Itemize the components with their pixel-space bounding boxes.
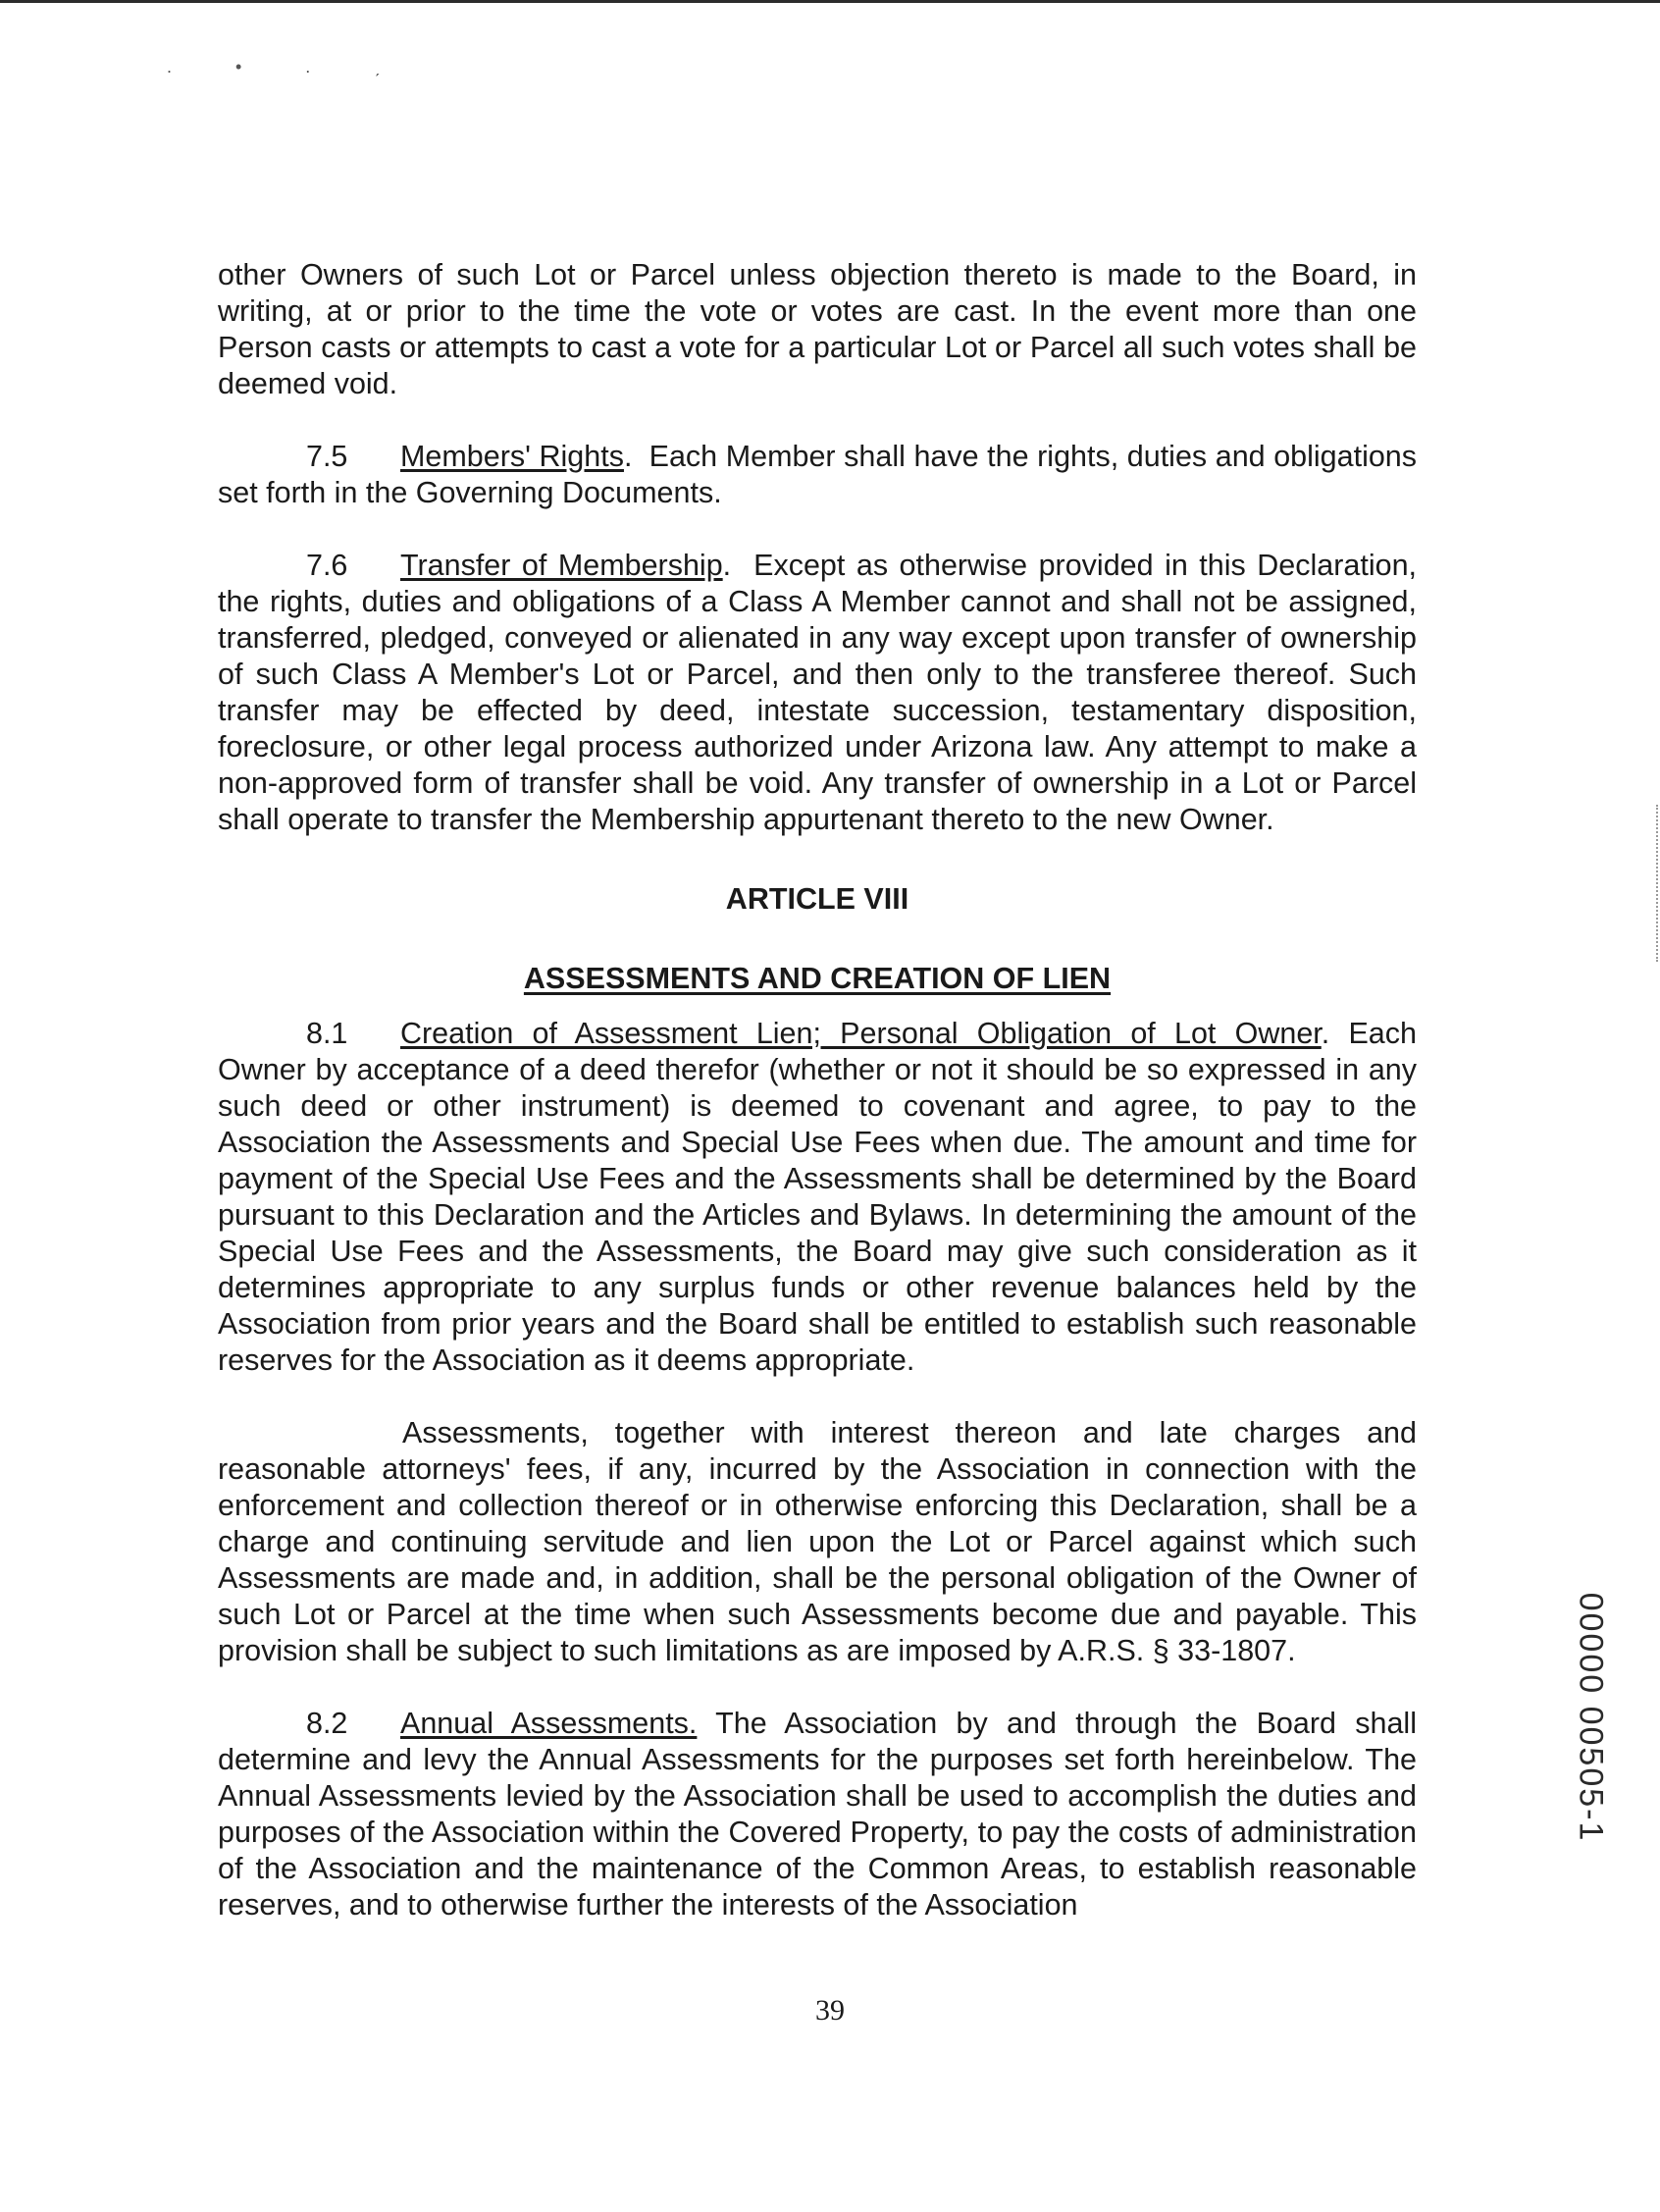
section-number: 8.2 — [306, 1707, 348, 1740]
top-edge-rule — [0, 0, 1660, 3]
side-stamp-text: 00000 00505-1 — [1572, 1592, 1610, 1843]
section-8-2 — [218, 1706, 1417, 1923]
document-body — [218, 257, 1417, 1923]
section-body: Each Member shall have the rights, duties and obligations set forth in the Governing Documents. — [218, 440, 1418, 509]
section-8-1-continued — [218, 1415, 1417, 1669]
scan-edge-artifact — [1656, 805, 1660, 962]
section-body-continued: Assessments, together with interest thereon and late charges and reasonable attorneys' fees, if any, incurred by the Association in connection with the enforcement and collection thereof or in otherwise enforcing this Declaration, shall be a charge and continuing servitude and lien upon the Lot or Parcel against which such Assessments are made and, in addition, shall be the personal obligation of the Owner of such Lot or Parcel at the time when such Assessments become due and payable. This provision shall be subject to such limitations as are imposed by A.R.S. § 33-1807. — [218, 1416, 1417, 1667]
section-body: Except as otherwise provided in this Declaration, the rights, duties and obligations of a Class A Member cannot and shall not be assigned, transferred, pledged, conveyed or alienated in any way except upon transfer of ownership of such Class A Member's Lot or Parcel, and then only to the transferee thereof. Such transfer may be effected by deed, intestate succession, testamentary disposition, foreclosure, or other legal process authorized under Arizona law. Any attempt to make a non-approved form of transfer shall be void. Any transfer of ownership in a Lot or Parcel shall operate to transfer the Membership appurtenant thereto to the new Owner. — [218, 549, 1418, 836]
section-title: Transfer of Membership — [400, 549, 723, 582]
section-number: 7.6 — [306, 549, 348, 582]
section-body: Each Owner by acceptance of a deed therefor (whether or not it should be so expressed in any such deed or other instrument) is deemed to covenant and agree, to pay to the Association the Assessments and Special Use Fees when due. The amount and time for payment of the Special Use Fees and the Assessments shall be determined by the Board pursuant to this Declaration and the Articles and Bylaws. In determining the amount of the Special Use Fees and the Assessments, the Board may give such consideration as it determines appropriate to any surplus funds or other revenue balances held by the Association from prior years and the Board shall be entitled to establish such reasonable reserves for the Association as it deems appropriate. — [218, 1017, 1417, 1377]
continuation-paragraph: other Owners of such Lot or Parcel unless objection thereto is made to the Board, in writing, at or prior to the time the vote or votes are cast. In the event more than one Person casts or attempts to cast a vote for a particular Lot or Parcel all such votes shall be deemed void. — [218, 258, 1417, 400]
section-number: 8.1 — [306, 1017, 348, 1050]
page-number: 39 — [815, 1994, 845, 2027]
article-number: ARTICLE VIII — [725, 882, 909, 916]
side-stamp — [1568, 1570, 1613, 1865]
section-7-5: 7.5 Members' Rights. Each Member shall have the rights, duties and obligations set forth in the Governing Documents. — [218, 440, 1418, 509]
section-title: Creation of Assessment Lien; Personal Obligation of Lot Owner — [400, 1017, 1322, 1050]
section-title: Members' Rights — [400, 440, 624, 473]
section-7-6: 7.6 Transfer of Membership. Except as otherwise provided in this Declaration, the rights, duties and obligations of a Class A Member cannot and shall not be assigned, transferred, pledged, conveyed or alienated in any way except upon transfer of ownership of such Class A Member's Lot or Parcel, and then only to the transferee thereof. Such transfer may be effected by deed, intestate succession, testamentary disposition, foreclosure, or other legal process authorized under Arizona law. Any attempt to make a non-approved form of transfer shall be void. Any transfer of ownership in a Lot or Parcel shall operate to transfer the Membership appurtenant thereto to the new Owner. — [218, 549, 1418, 836]
section-number: 7.5 — [306, 440, 348, 473]
section-8-1: 8.1 Creation of Assessment Lien; Personal Obligation of Lot Owner. Each Owner by acceptance of a deed therefor (whether or not it should be so expressed in any such deed or other instrument) is deemed to covenant and agree, to pay to the Association the Assessments and Special Use Fees when due. The amount and time for payment of the Special Use Fees and the Assessments shall be determined by the Board pursuant to this Declaration and the Articles and Bylaws. In determining the amount of the Special Use Fees and the Assessments, the Board may give such consideration as it determines appropriate to any surplus funds or other revenue balances held by the Association from prior years and the Board shall be entitled to establish such reasonable reserves for the Association as it deems appropriate. — [218, 1017, 1417, 1377]
scan-artifact-marks: . • . ˏ — [167, 57, 410, 77]
section-title: Annual Assessments. — [400, 1707, 698, 1740]
section-body: The Association by and through the Board shall determine and levy the Annual Assessments for the purposes set forth hereinbelow. The Annual Assessments levied by the Association shall be used to accomplish the duties and purposes of the Association within the Covered Property, to pay the costs of administration of the Association and the maintenance of the Common Areas, to establish reasonable reserves, and to otherwise further the interests of the Association — [218, 1707, 1417, 1922]
article-title: ASSESSMENTS AND CREATION OF LIEN — [523, 962, 1112, 995]
